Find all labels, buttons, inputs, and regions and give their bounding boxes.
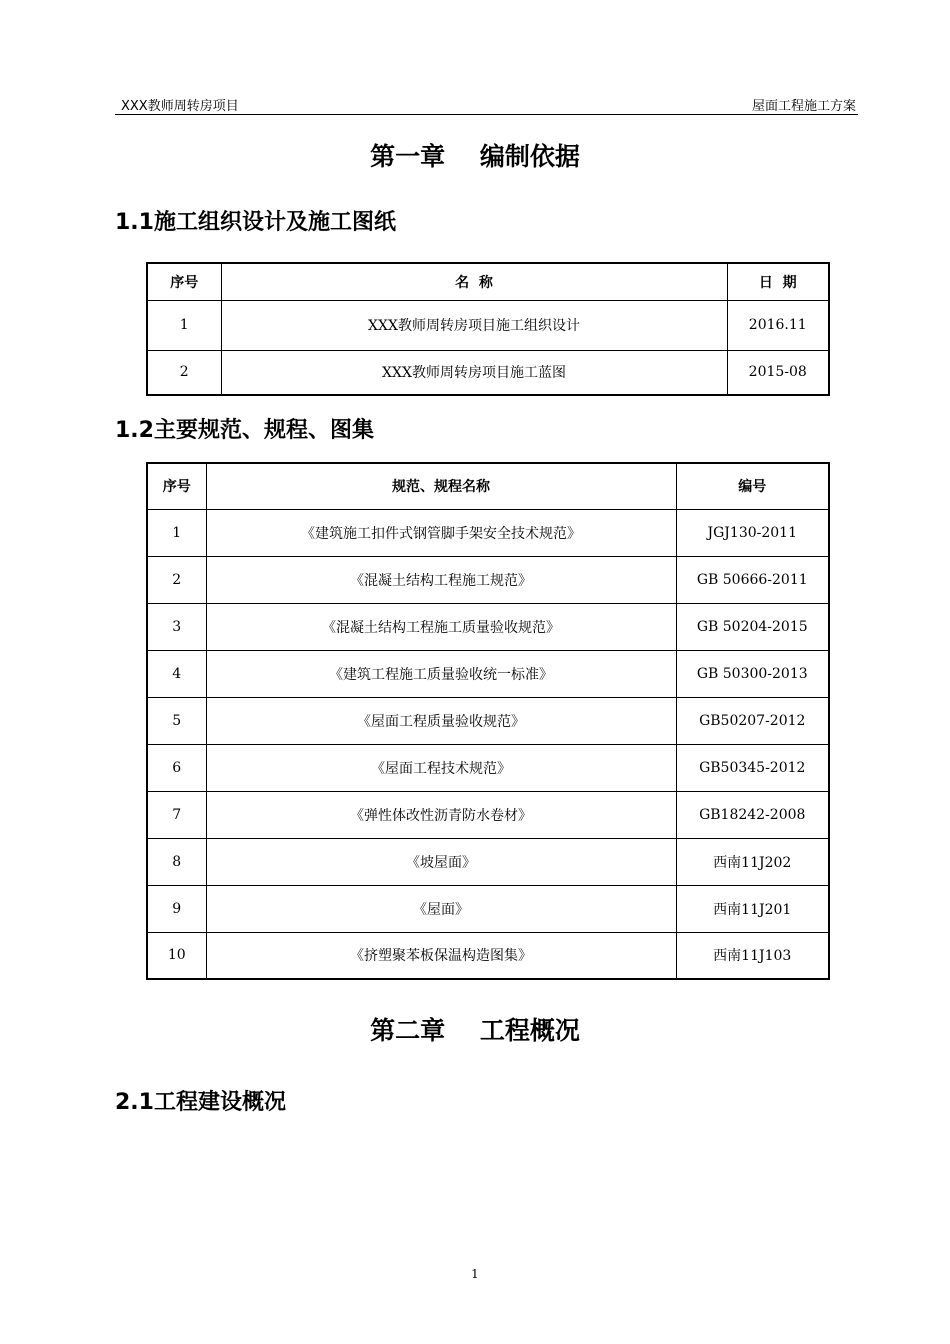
col-header-name: 名 称 xyxy=(221,263,727,300)
cell-code: GB 50204-2015 xyxy=(676,603,829,650)
header-project-name: XXX教师周转房项目 xyxy=(121,99,239,114)
table-row xyxy=(147,697,829,744)
cell-standard-name: 《屋面工程技术规范》 xyxy=(206,744,676,791)
chapter-2-title: 第二章 工程概况 xyxy=(370,1016,580,1045)
cell-no: 9 xyxy=(147,885,206,932)
cell-no: 4 xyxy=(147,650,206,697)
cell-code: 西南11J103 xyxy=(676,932,829,979)
cell-code: 西南11J202 xyxy=(676,838,829,885)
cell-standard-name: 《混凝土结构工程施工质量验收规范》 xyxy=(206,603,676,650)
col-header-code: 编号 xyxy=(676,463,829,509)
cell-no: 2 xyxy=(147,350,221,395)
cell-date: 2016.11 xyxy=(727,300,829,350)
drawings-table xyxy=(146,262,830,396)
cell-no: 10 xyxy=(147,932,206,979)
header-document-title: 屋面工程施工方案 xyxy=(751,99,856,114)
cell-no: 6 xyxy=(147,744,206,791)
table-row xyxy=(147,885,829,932)
cell-standard-name: 《建筑施工扣件式钢管脚手架安全技术规范》 xyxy=(206,509,676,556)
cell-name: XXX教师周转房项目施工蓝图 xyxy=(221,350,727,395)
cell-code: GB50345-2012 xyxy=(676,744,829,791)
cell-no: 7 xyxy=(147,791,206,838)
section-2-1-title: 2.1工程建设概况 xyxy=(115,1090,286,1115)
col-header-no: 序号 xyxy=(147,463,206,509)
cell-date: 2015-08 xyxy=(727,350,829,395)
table-row xyxy=(147,509,829,556)
table-header-row xyxy=(147,463,829,509)
cell-no: 5 xyxy=(147,697,206,744)
table-row xyxy=(147,603,829,650)
section-1-2-title: 1.2主要规范、规程、图集 xyxy=(115,418,374,443)
table-row xyxy=(147,838,829,885)
section-1-1-title: 1.1施工组织设计及施工图纸 xyxy=(115,210,396,235)
cell-code: GB50207-2012 xyxy=(676,697,829,744)
cell-standard-name: 《屋面工程质量验收规范》 xyxy=(206,697,676,744)
page-header xyxy=(115,92,858,115)
table-row xyxy=(147,932,829,979)
page-number: 1 xyxy=(471,1267,479,1281)
chapter-1-title: 第一章 编制依据 xyxy=(370,142,580,171)
cell-standard-name: 《坡屋面》 xyxy=(206,838,676,885)
cell-standard-name: 《屋面》 xyxy=(206,885,676,932)
col-header-standard-name: 规范、规程名称 xyxy=(206,463,676,509)
cell-code: GB 50666-2011 xyxy=(676,556,829,603)
cell-standard-name: 《混凝土结构工程施工规范》 xyxy=(206,556,676,603)
table-row xyxy=(147,650,829,697)
standards-table xyxy=(146,462,830,980)
cell-name: XXX教师周转房项目施工组织设计 xyxy=(221,300,727,350)
cell-standard-name: 《挤塑聚苯板保温构造图集》 xyxy=(206,932,676,979)
cell-no: 1 xyxy=(147,509,206,556)
cell-code: 西南11J201 xyxy=(676,885,829,932)
cell-code: GB 50300-2013 xyxy=(676,650,829,697)
col-header-date: 日 期 xyxy=(727,263,829,300)
table-row xyxy=(147,350,829,395)
col-header-no: 序号 xyxy=(147,263,221,300)
cell-code: GB18242-2008 xyxy=(676,791,829,838)
cell-standard-name: 《建筑工程施工质量验收统一标准》 xyxy=(206,650,676,697)
cell-no: 2 xyxy=(147,556,206,603)
cell-code: JGJ130-2011 xyxy=(676,509,829,556)
table-header-row xyxy=(147,263,829,300)
cell-no: 8 xyxy=(147,838,206,885)
table-row xyxy=(147,744,829,791)
table-row xyxy=(147,556,829,603)
cell-no: 3 xyxy=(147,603,206,650)
cell-standard-name: 《弹性体改性沥青防水卷材》 xyxy=(206,791,676,838)
cell-no: 1 xyxy=(147,300,221,350)
table-row xyxy=(147,300,829,350)
table-row xyxy=(147,791,829,838)
